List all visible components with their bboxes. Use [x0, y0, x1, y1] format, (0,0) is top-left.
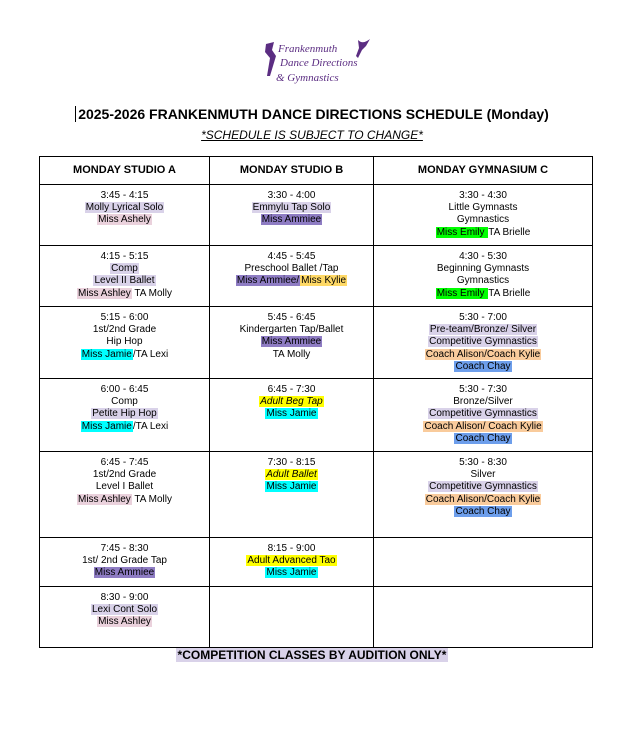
class-time: 3:30 - 4:00	[267, 190, 316, 201]
assistant: /TA Lexi	[132, 348, 169, 360]
instructor: Miss Emily	[436, 287, 488, 299]
instructor: Miss Ashley	[78, 493, 131, 505]
logo-line-3: & Gymnastics	[276, 72, 339, 84]
class-name: Kindergarten Tap/Ballet	[239, 324, 344, 336]
cell-gym-c	[374, 379, 593, 452]
class-time: 5:30 - 8:30	[459, 457, 507, 468]
class-name: Bronze/Silver	[453, 396, 513, 408]
class-time: 3:45 - 4:15	[100, 190, 149, 201]
class-level: 1st/2nd Grade	[92, 324, 157, 336]
cell-studio-b-empty	[210, 587, 374, 648]
cell-studio-a	[40, 307, 210, 379]
class-type: Competitive Gymnastics	[429, 336, 537, 348]
assistant: TA Brielle	[488, 287, 531, 299]
table-row	[40, 307, 593, 379]
cell-gym-c	[374, 246, 593, 307]
studio-logo	[258, 36, 376, 88]
class-level: Comp	[111, 263, 138, 275]
instructor: Miss Jamie	[266, 408, 317, 420]
class-time: 6:45 - 7:45	[100, 457, 149, 468]
class-name: Beginning Gymnasts	[436, 263, 530, 275]
class-name: 1st/ 2nd Grade Tap	[82, 555, 167, 567]
cell-gym-c	[374, 185, 593, 246]
class-name: Hip Hop	[106, 336, 143, 348]
coach-2: Coach Chay	[455, 505, 511, 517]
instructor: Miss Ashely	[98, 214, 151, 226]
header-studio-b: MONDAY STUDIO B	[210, 157, 374, 185]
class-name: Silver	[470, 469, 496, 481]
class-time: 5:30 - 7:30	[459, 384, 507, 395]
cell-studio-a	[40, 246, 210, 307]
cell-studio-b	[210, 452, 374, 538]
cell-studio-a	[40, 452, 210, 538]
cell-studio-a	[40, 587, 210, 648]
class-name: Emmylu Tap Solo	[252, 202, 331, 214]
instructor: Miss Ashley	[78, 287, 131, 299]
table-row	[40, 185, 593, 246]
class-name: Preschool Ballet /Tap	[244, 263, 339, 275]
class-name: Lexi Cont Solo	[91, 604, 158, 616]
page-title	[0, 106, 624, 122]
header-row	[40, 157, 593, 185]
class-type: Competitive Gymnastics	[429, 481, 537, 493]
class-name: Level I Ballet	[95, 481, 154, 493]
schedule-notice: *SCHEDULE IS SUBJECT TO CHANGE*	[201, 128, 423, 142]
class-time: 7:45 - 8:30	[100, 543, 149, 554]
table-row	[40, 379, 593, 452]
coaches: Coach Alison/ Coach Kylie	[424, 420, 542, 432]
header-studio-a: MONDAY STUDIO A	[40, 157, 210, 185]
cell-studio-b	[210, 379, 374, 452]
cell-studio-a	[40, 185, 210, 246]
logo-line-1: Frankenmuth	[278, 43, 338, 55]
cell-gym-c	[374, 307, 593, 379]
class-time: 6:45 - 7:30	[267, 384, 316, 395]
class-time: 8:30 - 9:00	[100, 592, 149, 603]
class-time: 4:30 - 5:30	[459, 251, 507, 262]
cell-studio-b	[210, 307, 374, 379]
coaches: Coach Alison/Coach Kylie	[425, 348, 541, 360]
footer-text: *COMPETITION CLASSES BY AUDITION ONLY*	[177, 648, 447, 662]
assistant: /TA Lexi	[132, 420, 169, 432]
cell-studio-b	[210, 185, 374, 246]
dancer-figure-left	[265, 42, 276, 76]
logo-line-2: Dance Directions	[280, 57, 358, 69]
instructor-2: Miss Kylie	[301, 275, 347, 287]
instructor: Miss Ashley	[98, 616, 151, 628]
cell-studio-a	[40, 538, 210, 587]
cell-gym-c-empty	[374, 538, 593, 587]
instructor: Miss Jamie	[266, 567, 317, 579]
class-name: Level II Ballet	[94, 275, 155, 287]
instructor: Miss Jamie	[266, 481, 317, 493]
assistant: TA Molly	[131, 287, 172, 299]
class-name: Pre-team/Bronze/ Silver	[429, 324, 537, 336]
coach-2: Coach Chay	[455, 432, 511, 444]
class-time: 7:30 - 8:15	[267, 457, 316, 468]
table-row	[40, 452, 593, 538]
cell-studio-b	[210, 538, 374, 587]
cell-studio-b	[210, 246, 374, 307]
class-time: 5:45 - 6:45	[267, 312, 316, 323]
class-time: 3:30 - 4:30	[459, 190, 507, 201]
assistant: TA Molly	[131, 493, 172, 505]
cell-gym-c-empty	[374, 587, 593, 648]
title-text: 2025-2026 FRANKENMUTH DANCE DIRECTIONS SCHEDULE (Monday)	[78, 106, 549, 122]
class-time: 5:30 - 7:00	[459, 312, 507, 323]
instructor: Miss Emily	[436, 226, 488, 238]
instructor: Miss Ammiee	[261, 214, 322, 226]
coaches: Coach Alison/Coach Kylie	[425, 493, 541, 505]
class-name: Adult Beg Tap	[260, 396, 323, 408]
instructor: Miss Jamie	[81, 348, 132, 360]
class-time: 5:15 - 6:00	[100, 312, 149, 323]
coach-2: Coach Chay	[455, 360, 511, 372]
instructor: Miss Ammiee	[94, 567, 155, 579]
class-name: Adult Ballet	[266, 469, 317, 481]
class-time: 6:00 - 6:45	[100, 384, 149, 395]
cell-studio-a	[40, 379, 210, 452]
footer-note	[0, 648, 624, 662]
cell-gym-c	[374, 452, 593, 538]
class-time: 4:45 - 5:45	[267, 251, 316, 262]
assistant: TA Molly	[272, 348, 311, 360]
class-name: Little Gymnasts	[448, 202, 518, 214]
class-level: 1st/2nd Grade	[92, 469, 157, 481]
class-type: Competitive Gymnastics	[429, 408, 537, 420]
class-name: Petite Hip Hop	[92, 408, 157, 420]
header-gym-c: MONDAY GYMNASIUM C	[374, 157, 593, 185]
class-level: Comp	[111, 396, 138, 408]
instructor: Miss Ammiee/	[236, 275, 300, 287]
class-name: Adult Advanced Tao	[247, 555, 336, 567]
class-time: 4:15 - 5:15	[100, 251, 149, 262]
assistant: TA Brielle	[488, 226, 531, 238]
class-type: Gymnastics	[456, 214, 510, 226]
table-row	[40, 246, 593, 307]
instructor: Miss Jamie	[81, 420, 132, 432]
table-row	[40, 538, 593, 587]
instructor: Miss Ammiee	[261, 336, 322, 348]
class-time: 8:15 - 9:00	[267, 543, 316, 554]
class-type: Gymnastics	[456, 275, 510, 287]
text-cursor	[75, 106, 76, 122]
dancer-figure-right	[356, 39, 370, 58]
schedule-table	[39, 156, 593, 648]
table-row	[40, 587, 593, 648]
class-name: Molly Lyrical Solo	[85, 202, 164, 214]
